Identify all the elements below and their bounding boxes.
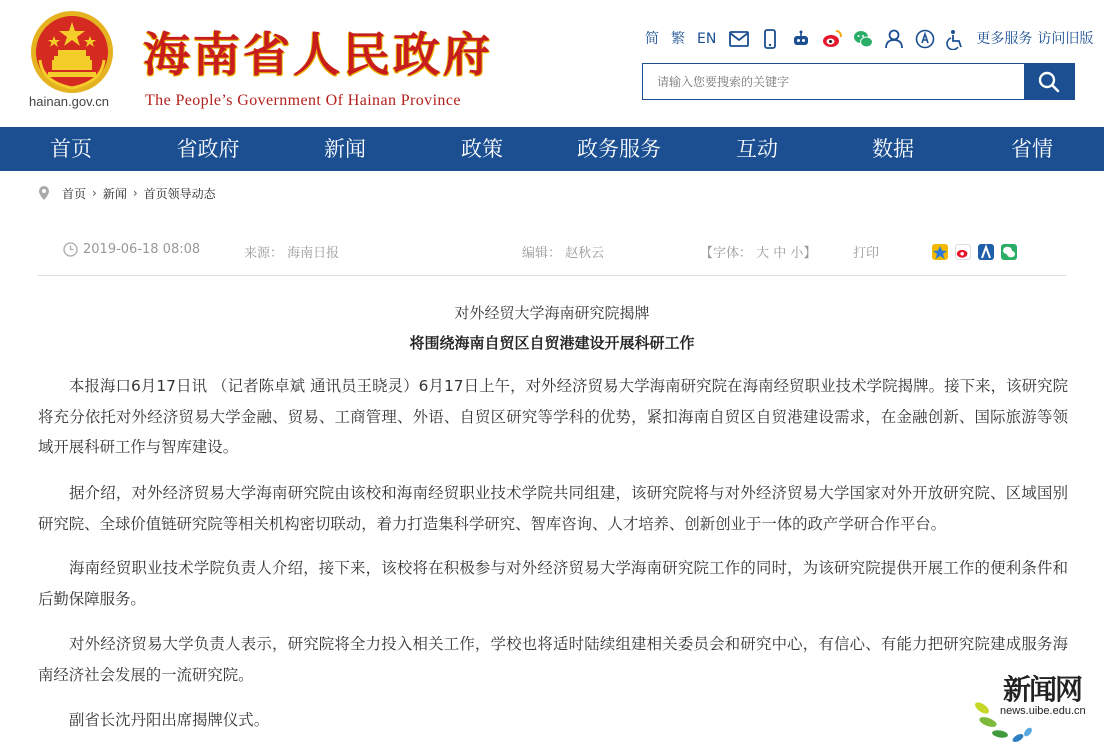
location-pin-icon — [38, 186, 50, 200]
breadcrumb-home[interactable]: 首页 — [62, 186, 87, 201]
old-version-link[interactable]: 访问旧版 — [1037, 31, 1094, 47]
article-paragraph: 副省长沈丹阳出席揭牌仪式。 — [69, 711, 270, 729]
traditional-chinese-link[interactable]: 繁 — [671, 31, 685, 47]
search-input[interactable] — [643, 64, 1024, 99]
article-paragraph: 据介绍，对外经济贸易大学海南研究院由该校和海南经贸职业技术学院共同组建，该研究院将与对外经济贸易大学国家对外开放研究院、区域国别研究院、全球价值链研究院等相关机构密切联动，着力打造集科学研究、智库咨询、人才培养、创新创业于一体的政产学研合作平台。 — [38, 484, 1068, 533]
article-headline: 将围绕海南自贸区自贸港建设开展科研工作 — [409, 334, 695, 352]
more-services-link[interactable]: 更多服务 — [976, 31, 1033, 47]
weibo-icon[interactable] — [821, 28, 843, 50]
chevron-right-icon: › — [132, 186, 138, 200]
weibo-share-icon[interactable] — [955, 244, 971, 260]
print-link[interactable]: 打印 — [853, 246, 880, 261]
nav-news[interactable]: 新闻 — [324, 137, 366, 161]
nav-gov-services[interactable]: 政务服务 — [577, 137, 661, 161]
simplified-chinese-link[interactable]: 简 — [645, 31, 659, 47]
mobile-icon[interactable] — [759, 28, 781, 50]
article-subheadline: 对外经贸大学海南研究院揭牌 — [454, 304, 650, 322]
site-domain: hainan.gov.cn — [29, 94, 109, 109]
clock-icon — [63, 242, 78, 257]
elder-mode-icon[interactable] — [945, 28, 967, 50]
site-header — [0, 0, 1104, 127]
nav-province-info[interactable]: 省情 — [1011, 137, 1053, 161]
article-paragraph: 对外经济贸易大学负责人表示，研究院将全力投入相关工作，学校也将适时陆续组建相关委员会和研究中心，有信心、有能力把研究院建成服务海南经济社会发展的一流研究院。 — [38, 635, 1068, 684]
breadcrumb-leadership[interactable]: 首页领导动态 — [143, 186, 216, 201]
accessibility-icon[interactable] — [914, 28, 936, 50]
article-source: 来源： 海南日报 — [244, 246, 340, 261]
article-paragraph: 本报海口6月17日讯 （记者陈卓斌 通讯员王晓灵）6月17日上午，对外经济贸易大学海南研究院在海南经贸职业技术学院揭牌。接下来，该研究院将充分依托对外经济贸易大学金融、贸易、工商管理、外语、自贸区研究等学科的优势，紧扣海南自贸区自贸港建设需求，在金融创新、国际旅游等领域开展科研工作与智库建设。 — [38, 377, 1068, 456]
nav-policy[interactable]: 政策 — [461, 137, 503, 161]
search-box — [642, 63, 1075, 100]
nav-data[interactable]: 数据 — [872, 137, 914, 161]
site-subtitle: The People’s Government Of Hainan Province — [145, 92, 461, 109]
publish-datetime: 2019-06-18 08:08 — [83, 242, 201, 257]
article-editor: 编辑： 赵秋云 — [522, 246, 605, 261]
search-icon — [1037, 70, 1061, 94]
wechat-share-icon[interactable] — [1001, 244, 1017, 260]
font-size-switcher[interactable]: 【字体： 大 中 小】 — [700, 246, 817, 261]
robot-icon[interactable] — [790, 28, 812, 50]
nav-provincial-gov[interactable]: 省政府 — [176, 137, 240, 161]
breadcrumb — [38, 184, 216, 202]
qzone-icon[interactable] — [932, 244, 948, 260]
nav-home[interactable]: 首页 — [50, 137, 92, 161]
renren-icon[interactable] — [978, 244, 994, 260]
header-toolbar — [645, 27, 1093, 51]
site-title[interactable]: 海南省人民政府 — [143, 28, 493, 83]
chevron-right-icon: › — [92, 186, 97, 200]
main-nav — [0, 127, 1104, 171]
english-link[interactable]: EN — [697, 31, 717, 47]
watermark-text: 新闻网 — [1003, 673, 1082, 706]
search-button[interactable] — [1024, 64, 1074, 99]
article-meta — [38, 232, 1066, 276]
user-icon[interactable] — [883, 28, 905, 50]
mail-icon[interactable] — [728, 28, 750, 50]
wechat-icon[interactable] — [852, 28, 874, 50]
national-emblem-icon[interactable] — [30, 10, 114, 94]
nav-interaction[interactable]: 互动 — [736, 137, 778, 161]
watermark-url: news.uibe.edu.cn — [1000, 705, 1086, 717]
article-paragraph: 海南经贸职业技术学院负责人介绍，接下来，该校将在积极参与对外经济贸易大学海南研究院工作的同时，为该研究院提供开展工作的便利条件和后勤保障服务。 — [38, 559, 1068, 608]
breadcrumb-news[interactable]: 新闻 — [102, 186, 127, 201]
